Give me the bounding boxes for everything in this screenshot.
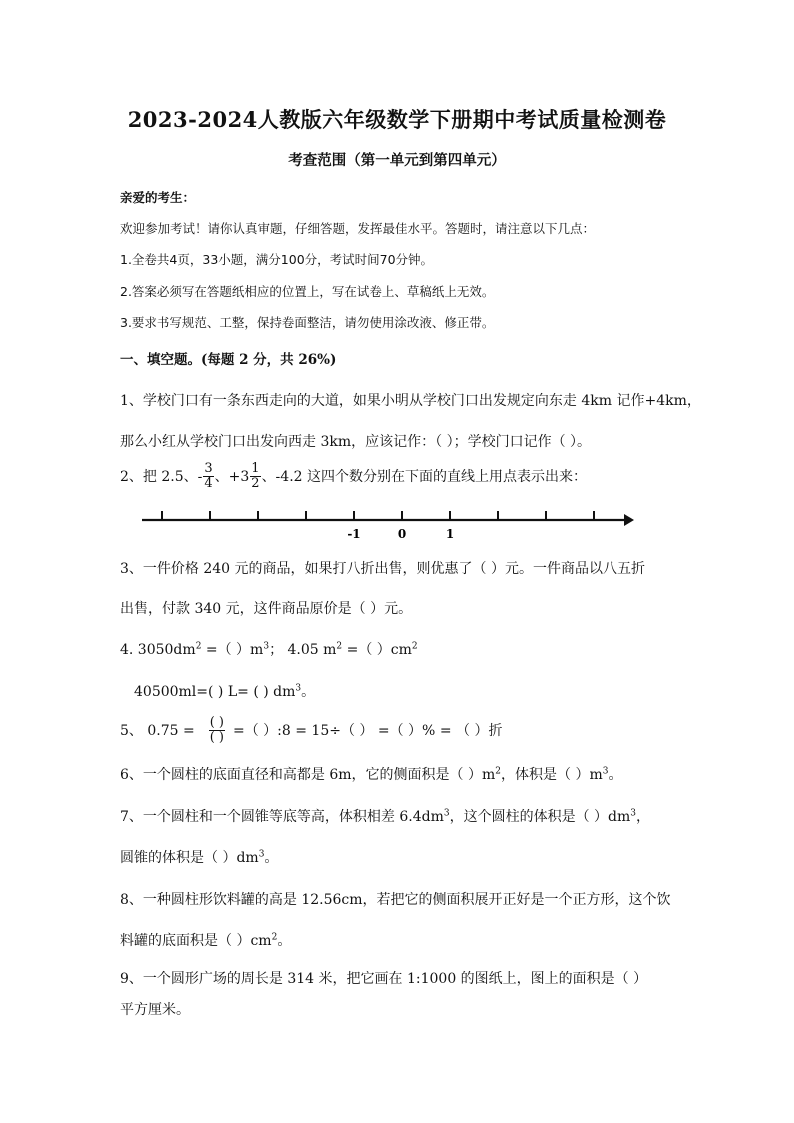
question-5-suffix: =（ ）:8 = 15÷（ ） =（ ）% = （ ）折 <box>233 723 503 740</box>
notes-item-2: 2.答案必须写在答题纸相应的位置上，写在试卷上、草稿纸上无效。 <box>120 284 495 299</box>
q4-text: 。 <box>301 684 316 700</box>
question-2 <box>120 462 587 490</box>
tick-label-neg-one: -1 <box>347 527 361 541</box>
fraction-blank <box>209 716 225 744</box>
superscript: 3 <box>443 808 450 819</box>
superscript: 3 <box>630 808 637 819</box>
superscript: 3 <box>258 849 265 860</box>
question-7-line-2 <box>120 847 278 867</box>
fraction-numerator: 1 <box>251 461 260 476</box>
superscript: 2 <box>336 641 343 652</box>
superscript: 2 <box>195 641 202 652</box>
q7-text: ，这个圆柱的体积是（ ）dm <box>449 809 631 825</box>
question-6 <box>120 764 622 784</box>
fraction-one-half <box>250 462 260 490</box>
question-4-line-2 <box>134 681 315 701</box>
superscript: 2 <box>271 932 278 943</box>
question-5-prefix: 5、 0.75 = <box>120 723 195 740</box>
question-8-line-2 <box>120 930 291 950</box>
question-1-line-1: 1、学校门口有一条东西走向的大道，如果小明从学校门口出发规定向东走 4km 记作+4km， <box>120 393 701 409</box>
superscript: 3 <box>602 766 609 777</box>
page-title: 2023-2024人教版六年级数学下册期中考试质量检测卷 <box>127 107 667 132</box>
q4-text: ； 4.05 m <box>269 642 337 658</box>
question-5 <box>120 716 502 744</box>
notes-intro: 欢迎参加考试！请你认真审题，仔细答题，发挥最佳水平。答题时，请注意以下几点： <box>120 221 596 236</box>
q7-text: 7、一个圆柱和一个圆锥等底等高，体积相差 6.4dm <box>120 809 444 825</box>
notes-item-1: 1.全卷共4页，33小题，满分100分，考试时间70分钟。 <box>120 252 434 267</box>
question-7-line-1 <box>120 806 650 826</box>
question-3-line-1: 3、一件价格 240 元的商品，如果打八折出售，则优惠了（ ）元。一件商品以八五折 <box>120 561 645 577</box>
fraction-numerator: 3 <box>204 461 213 476</box>
q4-text: 40500ml=( ) L= ( ) dm <box>134 684 296 700</box>
fraction-numerator: ( ) <box>209 715 224 730</box>
q6-text: 。 <box>608 767 623 783</box>
question-9-line-2: 平方厘米。 <box>120 1002 190 1018</box>
number-line <box>140 505 640 545</box>
superscript: 3 <box>263 641 270 652</box>
notes-item-3: 3.要求书写规范、工整，保持卷面整洁，请勿使用涂改液、修正带。 <box>120 315 495 330</box>
q7-text: 圆锥的体积是（ ）dm <box>120 850 259 866</box>
question-8-line-1: 8、一种圆柱形饮料罐的高是 12.56cm，若把它的侧面积展开正好是一个正方形，这个饮 <box>120 892 671 908</box>
superscript: 2 <box>411 641 418 652</box>
question-2-prefix: 2、把 2.5、- <box>120 469 203 486</box>
fraction-denominator: ( ) <box>209 729 224 745</box>
q7-text: 。 <box>264 850 279 866</box>
question-3-line-2: 出售，付款 340 元，这件商品原价是（ ）元。 <box>120 601 413 617</box>
fraction-denominator: 4 <box>204 475 213 491</box>
q6-text: 6、一个圆柱的底面直径和高都是 6m，它的侧面积是（ ）m <box>120 767 496 783</box>
q4-text: =（ ）cm <box>342 642 412 658</box>
question-2-mid: 、+3 <box>214 469 250 486</box>
section-1-title: 一、填空题。(每题 2 分，共 26%) <box>120 352 337 368</box>
q8-text: 。 <box>277 933 292 949</box>
question-1-line-2: 那么小红从学校门口出发向西走 3km，应该记作：（ ）；学校门口记作（ ）。 <box>120 434 592 450</box>
tick-label-one: 1 <box>445 527 455 541</box>
number-line-arrow <box>624 514 634 526</box>
q4-text: 4. 3050dm <box>120 642 196 658</box>
q6-text: ，体积是（ ）m <box>501 767 603 783</box>
question-9-line-1: 9、一个圆形广场的周长是 314 米，把它画在 1:1000 的图纸上，图上的面积是（ ） <box>120 971 648 987</box>
superscript: 2 <box>495 766 501 777</box>
question-4-line-1 <box>120 639 418 659</box>
page-subtitle: 考查范围（第一单元到第四单元） <box>288 152 506 169</box>
question-2-suffix: 、-4.2 这四个数分别在下面的直线上用点表示出来： <box>261 469 588 486</box>
notes-greeting: 亲爱的考生： <box>120 190 196 205</box>
superscript: 3 <box>295 683 302 694</box>
fraction-denominator: 2 <box>251 475 260 491</box>
q7-text: ， <box>636 809 651 825</box>
q4-text: =（ ）m <box>201 642 264 658</box>
tick-label-zero: 0 <box>397 527 407 541</box>
fraction-three-quarters <box>203 462 213 490</box>
q8-text: 料罐的底面积是（ ）cm <box>120 933 272 949</box>
